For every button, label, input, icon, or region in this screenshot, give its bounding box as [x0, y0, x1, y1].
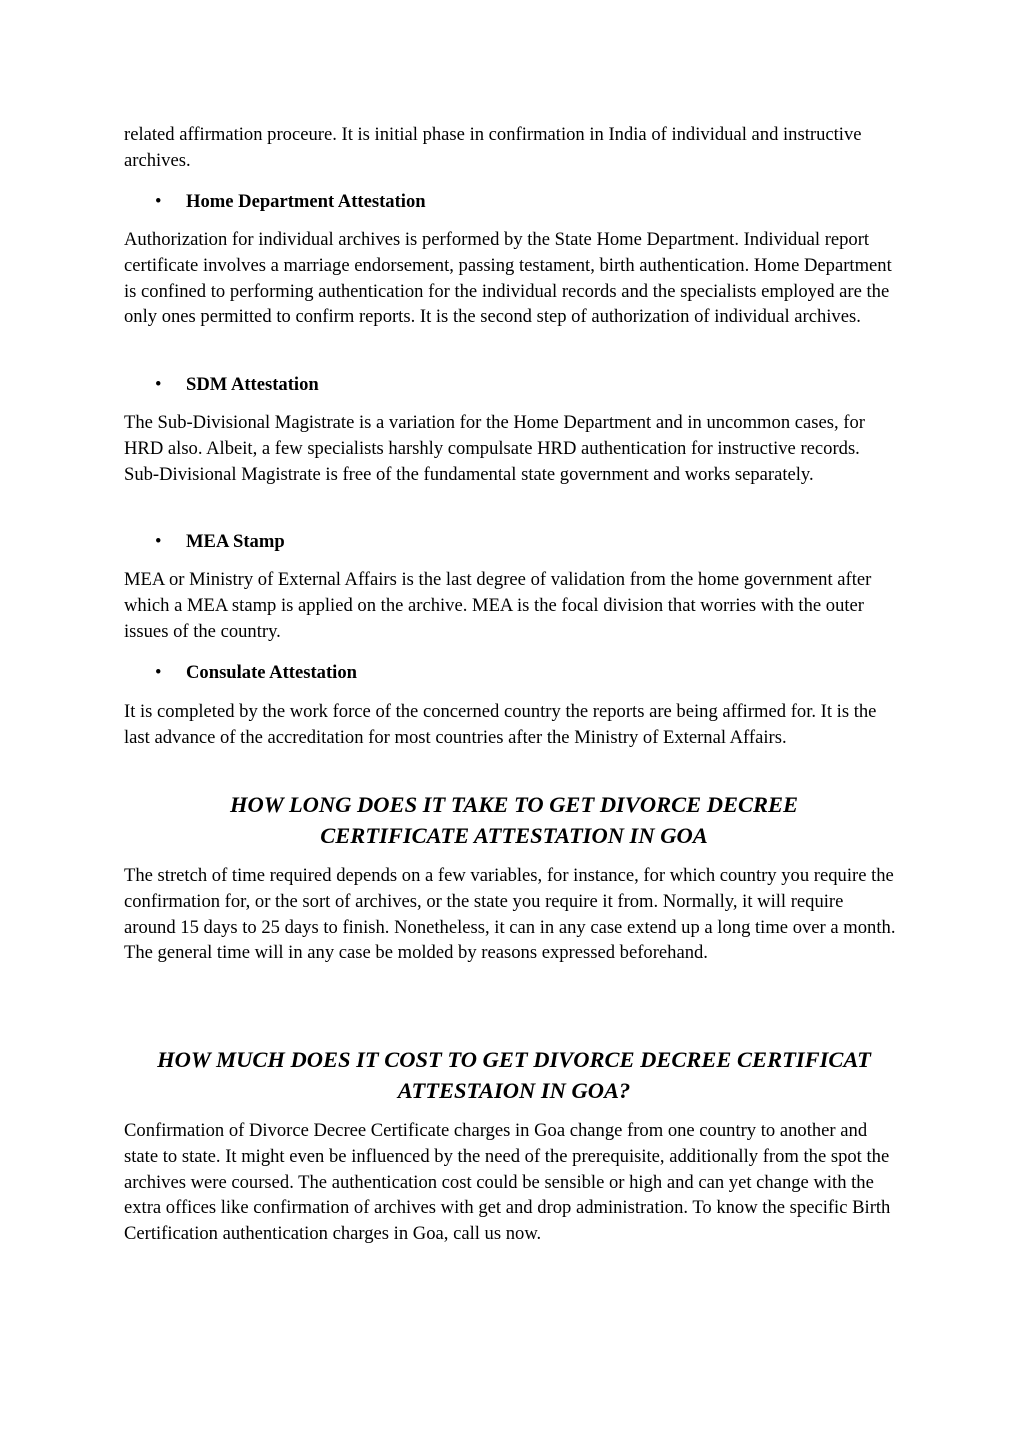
- paragraph-mea: MEA or Ministry of External Affairs is the last degree of validation from the home government after which a MEA stamp is applied on the archive. MEA is the focal division that worries with the outer issues of the country.: [124, 569, 872, 642]
- heading-how-long: HOW LONG DOES IT TAKE TO GET DIVORCE DECREE CERTIFICATE ATTESTATION IN GOA: [229, 792, 799, 848]
- bullet-dot: •: [155, 191, 162, 212]
- paragraph-intro: related affirmation proceure. It is initial phase in confirmation in India of individual and instructive archives.: [124, 124, 862, 171]
- paragraph-home-department: Authorization for individual archives is performed by the State Home Department. Individual report certificate involves a marriage endorsement, passing testament, birth authentication. Home Department is confined to performing authentication for the individual records and the specialists employed are the only ones permitted to confirm reports. It is the second step of authorization of individual archives.: [124, 229, 892, 328]
- bullet-label: SDM Attestation: [186, 374, 319, 395]
- heading-how-much: HOW MUCH DOES IT COST TO GET DIVORCE DECREE CERTIFICAT ATTESTAION IN GOA?: [157, 1047, 871, 1103]
- paragraph-sdm: The Sub-Divisional Magistrate is a variation for the Home Department and in uncommon cases, for HRD also. Albeit, a few specialists harshly compulsate HRD authentication for instructive records. Sub-Divisional Magistrate is free of the fundamental state government and works separately.: [124, 412, 865, 485]
- bullet-consulate: [124, 660, 904, 686]
- bullet-mea: [124, 529, 904, 555]
- paragraph-consulate: It is completed by the work force of the concerned country the reports are being affirmed for. It is the last advance of the accreditation for most countries after the Ministry of External Affairs.: [124, 701, 877, 748]
- bullet-home-department: [124, 189, 904, 215]
- bullet-label: MEA Stamp: [186, 531, 285, 552]
- bullet-dot: •: [155, 662, 162, 683]
- bullet-sdm: [124, 372, 904, 398]
- paragraph-how-long: The stretch of time required depends on a few variables, for instance, for which country you require the confirmation for, or the sort of archives, or the state you require it from. Normally, it will require around 15 days to 25 days to finish. Nonetheless, it can in any case extend up a long time over a month. The general time will in any case be molded by reasons expressed beforehand.: [124, 865, 896, 964]
- bullet-label: Consulate Attestation: [186, 662, 357, 683]
- bullet-label: Home Department Attestation: [186, 191, 426, 212]
- bullet-dot: •: [155, 531, 162, 552]
- bullet-dot: •: [155, 374, 162, 395]
- paragraph-how-much: Confirmation of Divorce Decree Certificate charges in Goa change from one country to another and state to state. It might even be influenced by the need of the prerequisite, additionally from the spot the archives were coursed. The authentication cost could be sensible or high and can yet change with the extra offices like confirmation of archives with get and drop administration. To know the specific Birth Certification authentication charges in Goa, call us now.: [124, 1120, 891, 1245]
